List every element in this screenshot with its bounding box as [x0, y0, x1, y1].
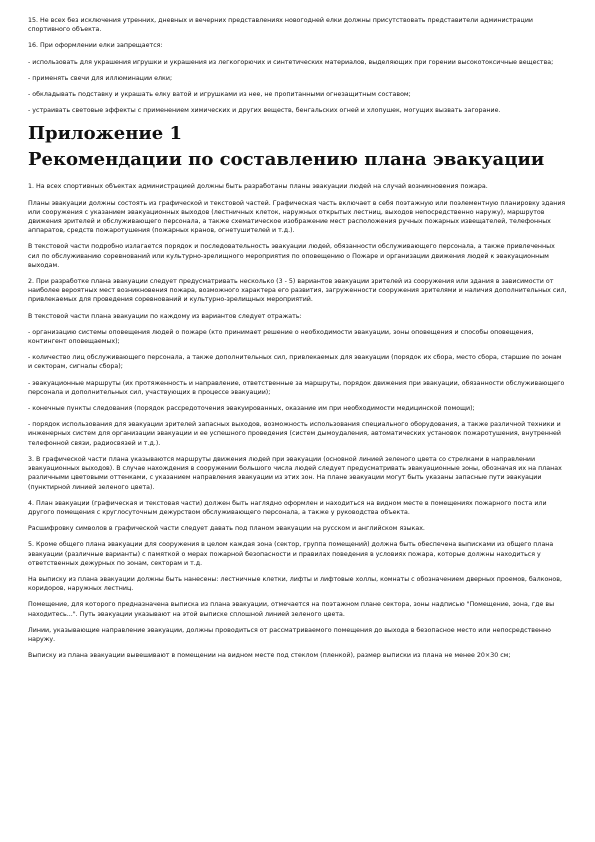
body-paragraph-16: Помещение, для которого предназначена выписка из плана эвакуации, отмечается на поэтажном плане сектора, зоны надписью "Помещение, зона, где вы находитесь...". Путь эвакуации указывают на этой выписке сплошной линией зеленого цвета.: [28, 601, 555, 618]
top-paragraph-6: - устраивать световые эффекты с применением химических и других веществ, бенгальских огней и хлопушек, могущих вызвать загорание.: [28, 107, 501, 115]
body-paragraph-11: 3. В графической части плана указываются маршруты движения людей при эвакуации (основной линией зеленого цвета со стрелками в направлении эвакуационных выходов). В случае нахождения в сооружении большого числа людей следует предусматривать эвакуационные зоны, обозначая их на планах различными цветовыми оттенками, с указанием направления эвакуации из этих зон. На плане эвакуации могут быть указаны запасные пути эвакуации (пунктирной линией зеленого цвета).: [28, 455, 562, 491]
appendix-title: Приложение 1: [28, 123, 183, 145]
body-paragraph-9: - конечные пункты следования (порядок рассредоточения эвакуированных, оказание им при необходимости медицинской помощи);: [28, 405, 475, 413]
top-paragraph-1: 15. Не всех без исключения утренних, дневных и вечерних представлениях новогодней елки должны присутствовать представители администрации спортивного объекта.: [28, 17, 533, 34]
body-paragraph-10: - порядок использования для эвакуации зрителей запасных выходов, возможность использования специального оборудования, а также различной техники и инженерных систем для организации эвакуации и ее успешного проведения (систем дымоудаления, автоматических установок пожаротушения, внутренней телефонной связи, радиосвязей и т.д.).: [28, 421, 561, 447]
body-paragraph-8: - эвакуационные маршруты (их протяженность и направление, ответственные за маршруты, порядок движения при эвакуации, обязанности обслуживающего персонала и дополнительных сил, участвующих в процессе эвакуации);: [28, 379, 565, 396]
body-paragraph-14: 5. Кроме общего плана эвакуации для сооружения в целом каждая зона (сектор, группа помещений) должна быть обеспечена выписками из общего плана эвакуации (различные варианты) с памяткой о мерах пожарной безопасности и правилах поведения в условиях пожара, которые должны находиться у ответственных дежурных по зонам, секторам и т.д.: [28, 541, 554, 567]
top-paragraph-5: - обкладывать подставку и украшать елку ватой и игрушками из нее, не пропитанными огнезащитным составом;: [28, 91, 411, 99]
body-paragraph-6: - организацию системы оповещения людей о пожаре (кто принимает решение о необходимости эвакуации, зоны оповещения и способы оповещения, контингент оповещаемых);: [28, 328, 534, 346]
body-paragraph-13: Расшифровку символов в графической части следует давать под планом эвакуации на русском и английском языках.: [28, 525, 425, 533]
body-paragraph-18: Выписку из плана эвакуации вывешивают в помещении на видном месте под стеклом (пленкой), размер выписки из плана не менее 20×30 см;: [28, 652, 511, 660]
body-paragraph-15: На выписку из плана эвакуации должны быть нанесены: лестничные клетки, лифты и лифтовые холлы, комнаты с обозначением дверных проемов, балконов, коридоров, наружных лестниц.: [28, 575, 562, 593]
top-paragraph-4: - применять свечи для иллюминации елки;: [28, 74, 173, 82]
body-paragraph-7: - количество лиц обслуживающего персонала, а также дополнительных сил, привлекаемых для эвакуации (порядок их сбора, место сбора, старшие по зонам и секторам, сигналы сбора);: [28, 354, 562, 371]
section-title: Рекомендации по составлению плана эвакуации: [28, 149, 545, 171]
body-paragraph-4: 2. При разработке плана эвакуации следует предусматривать несколько (3 - 5) вариантов эвакуации зрителей из сооружения или здания в зависимости от наиболее вероятных мест возникновения пожара, возможного характера его развития, загруженности сооружения зрителями и наличия дополнительных сил, привлекаемых для проведения соревнований и культурно-зрелищных мероприятий.: [28, 278, 567, 304]
top-paragraph-3: - использовать для украшения игрушки и украшения из легкогорючих и синтетических материалов, выделяющих при горении высокотоксичные вещества;: [28, 58, 554, 66]
body-paragraph-2: Планы эвакуации должны состоять из графической и текстовой частей. Графическая часть включает в себя поэтажную или поэлементную планировку здания или сооружения с указанием эвакуационных выходов (лестничных клеток, наружных открытых лестниц, выходов непосредственно наружу), маршрутов движения зрителей и обслуживающего персонала, а также схематическое изображение мест расположения ручных пожарных извещателей, телефонных аппаратов, средств пожаротушения (пожарных кранов, огнетушителей и т.д.).: [28, 199, 566, 235]
top-paragraph-2: 16. При оформлении елки запрещается:: [28, 42, 163, 50]
body-paragraph-3: В текстовой части подробно излагается порядок и последовательность эвакуации людей, обязанности обслуживающего персонала, а также привлеченных сил по обслуживанию соревнований или культурно-зрелищного мероприятия по оповещению о Пожаре и организации движения людей к эвакуационным выходам.: [28, 243, 555, 269]
body-paragraph-5: В текстовой части плана эвакуации по каждому из вариантов следует отражать:: [28, 312, 302, 320]
body-paragraph-1: 1. На всех спортивных объектах администрацией должны быть разработаны планы эвакуации людей на случай возникновения пожара.: [28, 183, 488, 191]
body-paragraph-17: Линии, указывающие направление эвакуации, должны проводиться от рассматриваемого помещения до выхода в безопасное место или непосредственно наружу.: [28, 626, 551, 643]
body-paragraph-12: 4. План эвакуации (графическая и текстовая части) должен быть наглядно оформлен и находиться на видном месте в помещениях пожарного поста или другого помещения с круглосуточным дежурством обслуживающего персонала, а также у руководства объекта.: [28, 499, 547, 516]
